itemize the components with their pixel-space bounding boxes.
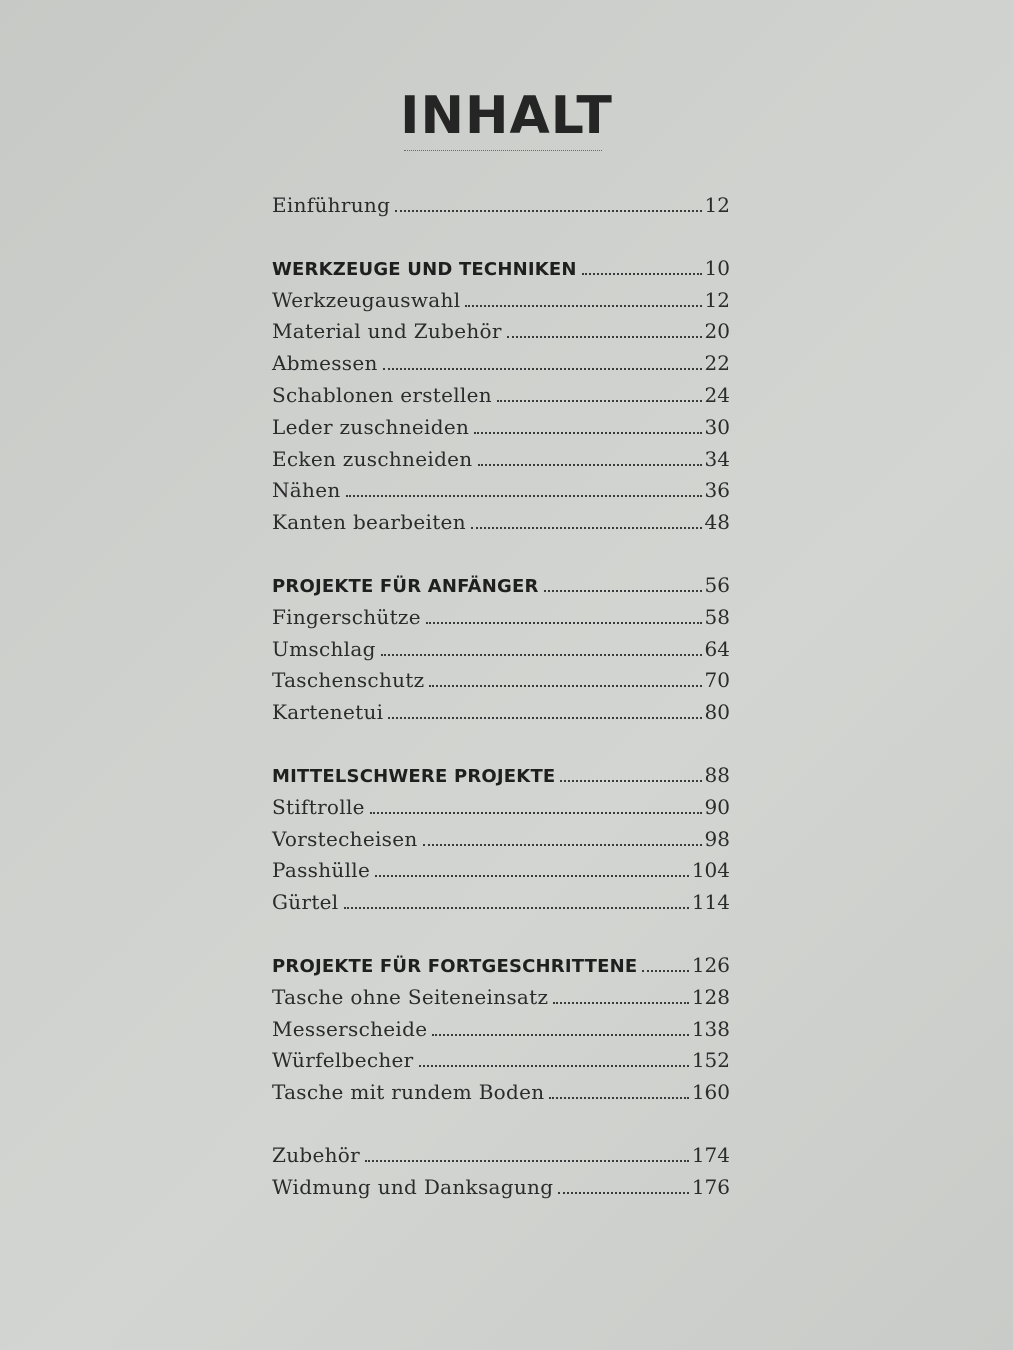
toc-entry-label: Material und Zubehör xyxy=(272,319,502,344)
toc-entry-page: 12 xyxy=(704,193,730,217)
toc-entry-label: Gürtel xyxy=(272,890,339,915)
toc-entry-label: Passhülle xyxy=(272,858,371,883)
toc-entry-page: 34 xyxy=(704,446,730,471)
section-heading-label: PROJEKTE FÜR ANFÄNGER xyxy=(272,575,539,597)
toc-entry-intro xyxy=(272,190,730,222)
toc-entry xyxy=(272,982,730,1014)
section-heading-label: MITTELSCHWERE PROJEKTE xyxy=(272,765,556,787)
section-heading-page: 56 xyxy=(704,572,730,597)
dot-leader xyxy=(558,1192,688,1194)
toc-entry xyxy=(272,444,730,476)
toc-entry xyxy=(272,507,730,539)
toc-entry xyxy=(272,855,730,887)
dot-leader xyxy=(370,812,702,814)
section-heading-label: WERKZEUGE UND TECHNIKEN xyxy=(272,258,577,280)
dot-leader xyxy=(429,685,701,687)
toc-section-heading xyxy=(272,950,730,982)
toc-entry-label: Tasche mit rundem Boden xyxy=(272,1080,545,1105)
toc-entry xyxy=(272,1045,730,1077)
toc-entry-page: 20 xyxy=(704,319,730,344)
toc-entry xyxy=(272,412,730,444)
dot-leader xyxy=(395,210,701,212)
toc-section-heading xyxy=(272,253,730,285)
toc-entry xyxy=(272,285,730,317)
dot-leader xyxy=(474,432,701,434)
toc-entry-page: 58 xyxy=(704,604,730,629)
dot-leader xyxy=(465,305,701,307)
toc-entry xyxy=(272,824,730,856)
dot-leader xyxy=(423,844,702,846)
table-of-contents xyxy=(272,190,730,1204)
toc-entry xyxy=(272,665,730,697)
toc-entry xyxy=(272,1077,730,1109)
toc-entry xyxy=(272,475,730,507)
toc-entry-label: Tasche ohne Seiteneinsatz xyxy=(272,984,549,1009)
dot-leader xyxy=(497,400,702,402)
toc-entry xyxy=(272,1140,730,1172)
toc-entry-page: 138 xyxy=(691,1016,730,1041)
toc-entry-label: Kanten bearbeiten xyxy=(272,510,466,535)
toc-entry-label: Kartenetui xyxy=(272,700,384,725)
toc-entry-label: Taschenschutz xyxy=(272,668,425,693)
toc-entry-page: 176 xyxy=(691,1174,730,1199)
toc-entry xyxy=(272,316,730,348)
toc-entry-label: Fingerschütze xyxy=(272,604,421,629)
toc-entry-label: Zubehör xyxy=(272,1142,360,1167)
section-heading-page: 10 xyxy=(704,255,730,280)
toc-entry-page: 70 xyxy=(704,668,730,693)
toc-entry-label: Werkzeugauswahl xyxy=(272,287,461,312)
toc-section-heading xyxy=(272,570,730,602)
toc-entry-label: Umschlag xyxy=(272,636,376,661)
dot-leader xyxy=(365,1160,689,1162)
toc-entry-page: 36 xyxy=(704,478,730,503)
toc-entry xyxy=(272,602,730,634)
dot-leader xyxy=(507,336,702,338)
toc-entry-page: 12 xyxy=(704,287,730,312)
section-heading-label: PROJEKTE FÜR FORTGESCHRITTENE xyxy=(272,955,638,977)
dot-leader xyxy=(553,1002,689,1004)
toc-entry-page: 22 xyxy=(704,351,730,376)
section-heading-page: 88 xyxy=(704,762,730,787)
dot-leader xyxy=(388,717,701,719)
toc-entry-label: Stiftrolle xyxy=(272,794,365,819)
dot-leader xyxy=(544,590,702,592)
toc-entry-page: 90 xyxy=(704,794,730,819)
toc-entry xyxy=(272,1172,730,1204)
toc-entry-label: Nähen xyxy=(272,478,341,503)
dot-leader xyxy=(478,464,702,466)
toc-entry-label: Schablonen erstellen xyxy=(272,382,492,407)
toc-entry-label: Würfelbecher xyxy=(272,1048,414,1073)
section-heading-page: 126 xyxy=(691,952,730,977)
toc-entry xyxy=(272,380,730,412)
toc-entry-label: Abmessen xyxy=(272,351,378,376)
dot-leader xyxy=(471,527,702,529)
toc-entry-label: Ecken zuschneiden xyxy=(272,446,473,471)
toc-entry-page: 80 xyxy=(704,700,730,725)
page-title: INHALT xyxy=(400,86,613,146)
toc-entry xyxy=(272,697,730,729)
toc-entry-page: 128 xyxy=(691,984,730,1009)
dot-leader xyxy=(346,495,702,497)
dot-leader xyxy=(642,970,688,972)
toc-entry-label: Widmung und Danksagung xyxy=(272,1174,554,1199)
toc-entry-label: Einführung xyxy=(272,193,391,217)
toc-entry-page: 48 xyxy=(704,510,730,535)
dot-leader xyxy=(549,1097,688,1099)
toc-entry xyxy=(272,1014,730,1046)
dot-leader xyxy=(381,654,702,656)
dot-leader xyxy=(582,273,702,275)
dot-leader xyxy=(375,875,689,877)
dot-leader xyxy=(426,622,702,624)
toc-entry-page: 104 xyxy=(691,858,730,883)
toc-entry-page: 174 xyxy=(691,1142,730,1167)
toc-entry xyxy=(272,348,730,380)
toc-entry-label: Leder zuschneiden xyxy=(272,414,470,439)
toc-entry-page: 114 xyxy=(691,890,730,915)
toc-entry xyxy=(272,634,730,666)
toc-entry-page: 64 xyxy=(704,636,730,661)
toc-entry-page: 160 xyxy=(691,1080,730,1105)
dot-leader xyxy=(432,1034,688,1036)
dot-leader xyxy=(560,780,701,782)
toc-entry-page: 24 xyxy=(704,382,730,407)
toc-entry xyxy=(272,887,730,919)
dot-leader xyxy=(344,907,689,909)
toc-section-heading xyxy=(272,760,730,792)
dot-leader xyxy=(419,1065,689,1067)
dot-leader xyxy=(383,368,702,370)
toc-entry-label: Messerscheide xyxy=(272,1016,428,1041)
toc-entry-page: 98 xyxy=(704,826,730,851)
toc-entry-label: Vorstecheisen xyxy=(272,826,418,851)
toc-entry xyxy=(272,792,730,824)
title-underline xyxy=(404,150,602,151)
toc-entry-page: 152 xyxy=(691,1048,730,1073)
toc-entry-page: 30 xyxy=(704,414,730,439)
